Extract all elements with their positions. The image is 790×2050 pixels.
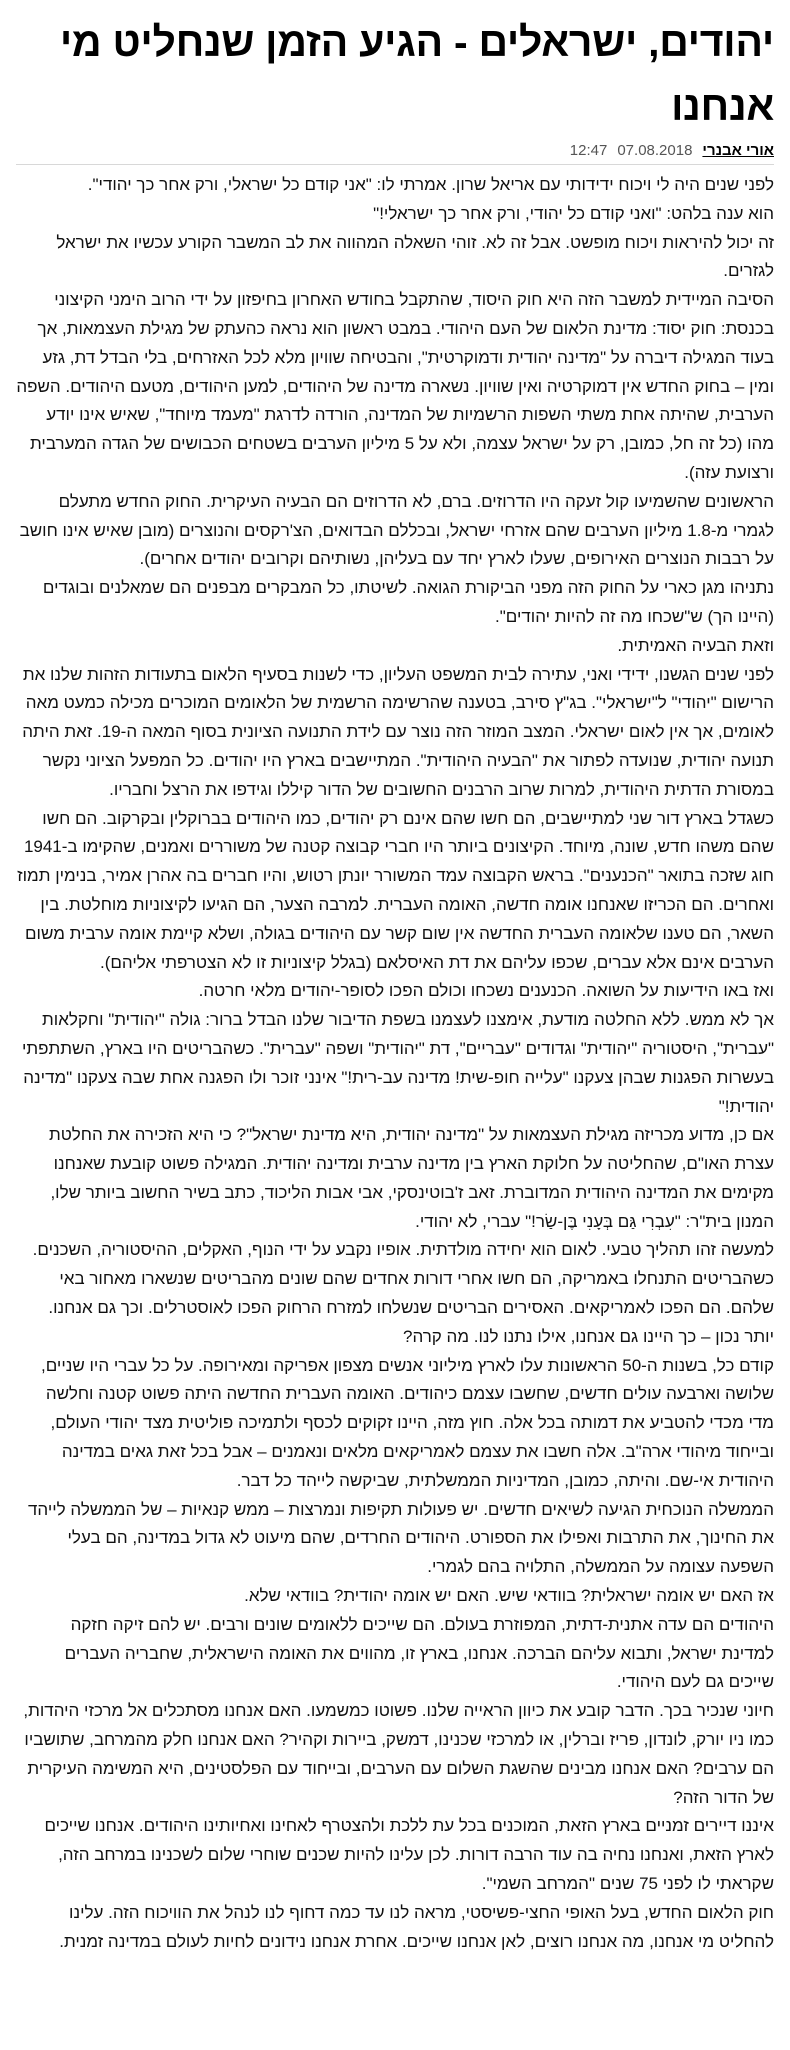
paragraph: נתניהו מגן כארי על החוק הזה מפני הביקורת הגואה. לשיטתו, כל המבקרים מבפנים הם שמאלנים ובוגדים (היינו הך) ש"שכחו מה זה להיות יהודים". (42, 578, 774, 626)
paragraph: חיוני שנכיר בכך. הדבר קובע את כיוון הראייה שלנו. פשוטו כמשמעו. האם אנחנו מסתכלים אל מרכזי היהדות, כמו ניו יורק, לונדון, פריז וברלין, או למרכזי שכנינו, דמשק, ביירות וקהיר? האם אנחנו חלק מהמרחב, שתושביו הם ערבים? האם אנחנו מבינים שהשגת השלום עם הערבים, ובייחוד עם הפלסטינים, היא המשימה העיקרית של הדור הזה? (23, 1701, 774, 1807)
paragraph: חוק הלאום החדש, בעל האופי החצי-פשיסטי, מראה לנו עד כמה דחוף לנו לנהל את הוויכוח הזה. עלינו להחליט מי אנחנו, מה אנחנו רוצים, לאן אנחנו שייכים. אחרת אנחנו נידונים לחיות לעולם במדינה זמנית. (59, 1902, 774, 1951)
article-title: יהודים, ישראלים - הגיע הזמן שנחליט מי אנחנו (59, 19, 774, 129)
paragraph: וזאת הבעיה האמיתית. (617, 635, 774, 655)
author-link[interactable]: אורי אבנרי (702, 142, 774, 159)
paragraph: כשגדל בארץ דור שני למתיישבים, הם חשו שהם אינם רק יהודים, כמו היהודים בברוקלין ובקרקוב. הם חשו שהם משהו חדש, שונה, מיוחד. הקיצונים ביותר היו חברי קבוצה קטנה של משוררים ואמנים, שהקימו ב-1941 חוג שזכה בתואר "הכנענים". בראש הקבוצה עמד המשורר יונתן רטוש, והיו חברים בה אהרן אמיר, בנימין תמוז ואחרים. הם הכריזו שאנחנו אומה חדשה, האומה העברית. למרבה הצער, הם הגיעו לקיצוניות מוחלטת. בין השאר, הם טענו שלאומה העברית החדשה אין שום קשר עם היהודים בגולה, ושלא קיימת אומה ערבית משום הערבים אינם אלא עברים, שכפו עליהם את דת האיסלאם (בגלל קיצוניות זו לא הצטרפתי אליהם). (17, 808, 774, 972)
paragraph: קודם כל, בשנות ה-50 הראשונות עלו לארץ מיליוני אנשים מצפון אפריקה ומאירופה. על כל עברי היו שניים, שלושה וארבעה עולים חדשים, שחשבו עצמם כיהודים. האומה העברית החדשה היתה פשוט קטנה וחלשה מדי מכדי להטביע את דמותה בכל אלה. חוץ מזה, היינו זקוקים לכסף ולתמיכה פוליטית מצד יהודי העולם, ובייחוד מיהודי ארה"ב. אלה חשבו את עצמם לאמריקאים מלאים ונאמנים – אבל בכל זאת גאים במדינה היהודית אי-שם. והיתה, כמובן, המדיניות הממשלתית, שביקשה לייהד כל דבר. (41, 1355, 774, 1490)
byline (16, 138, 774, 165)
paragraph: איננו דיירים זמניים בארץ הזאת, המוכנים בכל עת ללכת ולהצטרף לאחינו ואחיותינו היהודים. אנחנו שייכים לארץ הזאת, ואנחנו נחיה בה עוד הרבה דורות. לכן עלינו להיות שכנים שוחרי שלום לשכנינו במרחב הזה, שקראתי לו לפני 75 שנים "המרחב השמי". (44, 1816, 774, 1894)
paragraph: לפני שנים היה לי ויכוח ידידותי עם אריאל שרון. אמרתי לו: "אני קודם כל ישראלי, ורק אחר כך יהודי". (87, 175, 774, 194)
publish-datetime (560, 138, 693, 164)
paragraph: הממשלה הנוכחית הגיעה לשיאים חדשים. יש פעולות תקיפות ונמרצות – ממש קנאיות – של הממשלה לייהד את החינוך, את התרבות ואפילו את הספורט. היהודים החרדים, שהם מיעוט לא גדול במדינה, הם בעלי השפעה עצומה על הממשלה, התלויה בהם לגמרי. (27, 1499, 774, 1577)
paragraph: אז האם יש אומה ישראלית? בוודאי שיש. האם יש אומה יהודית? בוודאי שלא. (244, 1586, 774, 1606)
publish-date: 07.08.2018 (617, 142, 693, 159)
paragraph: היהודים הם עדה אתנית-דתית, המפוזרת בעולם. הם שייכים ללאומים שונים ורבים. יש להם זיקה חזקה למדינת ישראל, ותבוא עליהם הברכה. אנחנו, בארץ זו, מהווים את האומה הישראלית, שחבריה העברים שייכים גם לעם היהודי. (64, 1614, 774, 1692)
paragraph: זה יכול להיראות ויכוח מופשט. אבל זה לא. זוהי השאלה המהווה את לב המשבר הקורע עכשיו את ישראל לגזרים. (56, 232, 774, 281)
article-body (16, 171, 774, 1956)
paragraph: לפני שנים הגשנו, ידידי ואני, עתירה לבית המשפט העליון, כדי לשנות בסעיף הלאום בתעודות הזהות שלנו את הרישום "יהודי" ל"ישראלי". בג"ץ סירב, בטענה שהרשימה הרשמית של הלאומים המוכרים מכילה כמעט מאה לאומים, אך אין לאום ישראלי. המצב המוזר הזה נוצר עם לידת התנועה הציונית בסוף המאה ה-19. זאת היתה תנועה יהודית, שנועדה לפתור את "הבעיה היהודית". המתיישבים בארץ היו יהודים. כל המפעל הציוני נקשר במסורת הדתית היהודית, למרות שרוב הרבנים החשובים של הדור קיללו וגידפו את הרצל וחבריו. (22, 664, 774, 799)
paragraph: אם כן, מדוע מכריזה מגילת העצמאות על "מדינה יהודית, היא מדינת ישראל"? כי היא הזכירה את החלטת עצרת האו"ם, שהחליטה על חלוקת הארץ בין מדינה ערבית ומדינה יהודית. המגילה פשוט קובעת שאנחנו מקימים את המדינה היהודית המדוברת. זאב ז'בוטינסקי, אבי אבות הליכוד, כתב בשיר החשוב ביותר שלו, המנון בית"ר: "עִבְרִי גַּם בְּעָנִי בֶּן-שַׂר!" עברי, לא יהודי. (48, 1125, 774, 1231)
paragraph: הסיבה המיידית למשבר הזה היא חוק היסוד, שהתקבל בחודש האחרון בחיפזון על ידי הרוב הימני הקיצוני בכנסת: חוק יסוד: מדינת הלאום של העם היהודי. במבט ראשון הוא נראה כהעתק של מגילת העצמאות, אך בעוד המגילה דיברה על "מדינה יהודית ודמוקרטית", והבטיחה שוויון מלא לכל האזרחים, בלי הבדל דת, גזע ומין – בחוק החדש אין דמוקרטיה ואין שוויון. נשארה מדינה של היהודים, למען היהודים, מטעם היהודים. השפה הערבית, שהיתה אחת משתי השפות הרשמיות של המדינה, הורדה לדרגת "מעמד מיוחד", שאיש אינו יודע מהו (כל זה חל, כמובן, רק על ישראל עצמה, ולא על 5 מיליון הערבים בשטחים הכבושים של הגדה המערבית ורצועת עזה). (16, 290, 774, 482)
paragraph: הראשונים שהשמיעו קול זעקה היו הדרוזים. ברם, לא הדרוזים הם הבעיה העיקרית. החוק החדש מתעלם לגמרי מ-1.8 מיליון הערבים שהם אזרחי ישראל, ובכללם הבדואים, הצ'רקסים והנוצרים (מובן שאיש אינו חושב על רבבות הנוצרים האירופים, שעלו לארץ יחד עם בעליהן, נשותיהם וקרובים יהודים אחרים). (19, 491, 774, 569)
paragraph: למעשה זהו תהליך טבעי. לאום הוא יחידה מולדתית. אופיו נקבע על ידי הנוף, האקלים, ההיסטוריה, השכנים. כשהבריטים התנחלו באמריקה, הם חשו אחרי דורות אחדים שהם שונים מהבריטים שנשארו מאחור באי שלהם. הם הפכו לאמריקאים. האסירים הבריטים שנשלחו למזרח הרחוק הפכו לאוסטרלים. וכך גם אנחנו. יותר נכון – כך היינו גם אנחנו, אילו נתנו לנו. מה קרה? (32, 1240, 774, 1346)
paragraph: אך לא ממש. ללא החלטה מודעת, אימצנו לעצמנו בשפת הדיבור שלנו הבדל ברור: גולה "יהודית" וחקלאות "עברית", היסטוריה "יהודית" וגדודים "עבריים", דת "יהודית" ושפה "עברית". כשהבריטים היו בארץ, השתתפתי בעשרות הפגנות שבהן צעקנו "עלייה חופ-שית! מדינה עב-רית!" אינני זוכר ולו הפגנה אחת שבה צעקנו "מדינה יהודית!" (21, 1010, 774, 1116)
paragraph: הוא ענה בלהט: "ואני קודם כל יהודי, ורק אחר כך ישראלי!" (373, 203, 774, 223)
paragraph: ואז באו הידיעות על השואה. הכנענים נשכחו וכולם הפכו לסופר-יהודים מלאי חרטה. (198, 981, 774, 1001)
publish-time: 12:47 (569, 142, 608, 159)
